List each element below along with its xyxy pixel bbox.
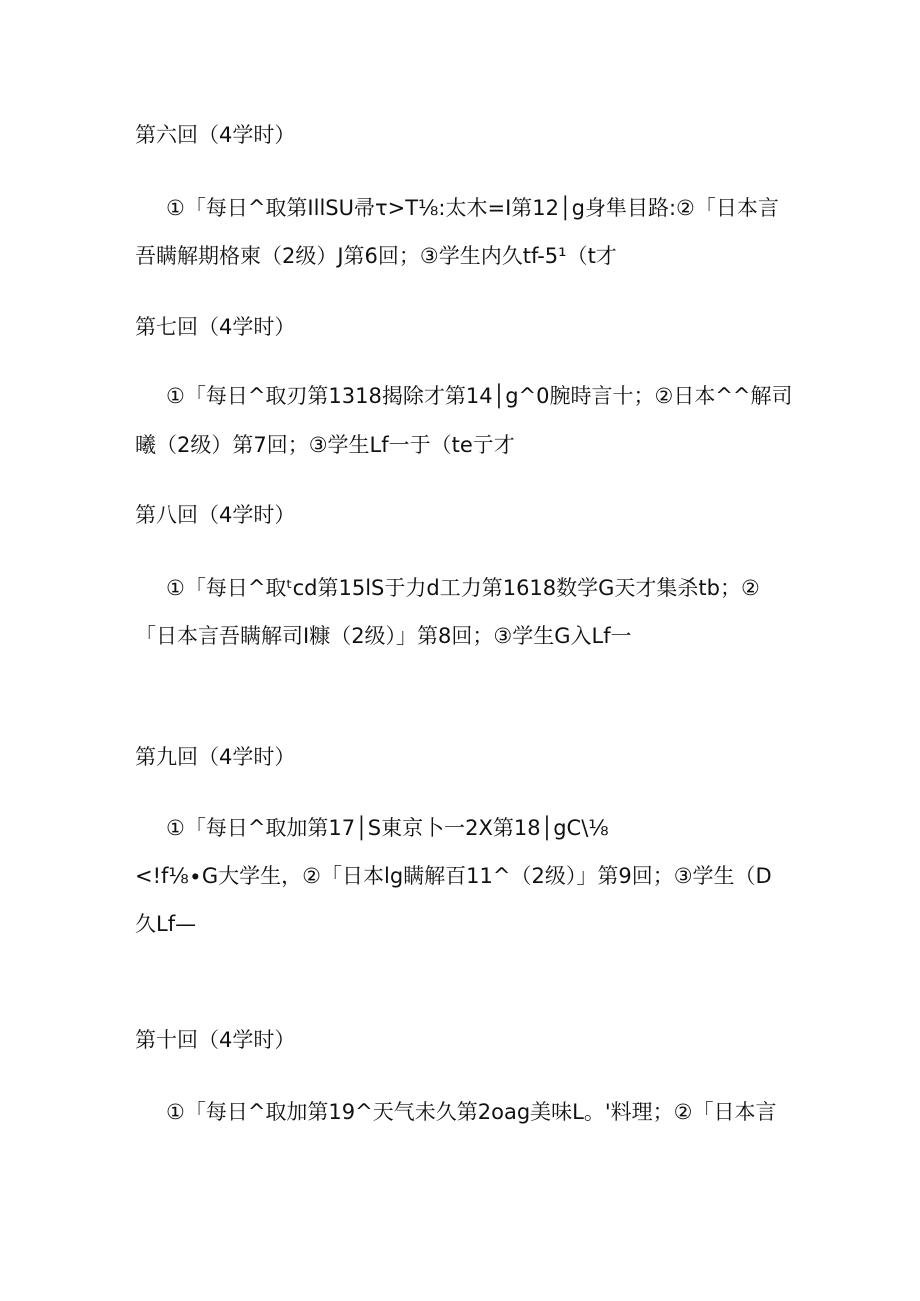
section-body-line: ①「每日^取ᵗcd第15lS于力d工力第1618数学G天才集杀tb；② [166, 576, 760, 600]
section-body-line: 「日本言吾瞒解司I糠（2级）」第8回；③学生G入Lf一 [135, 624, 632, 648]
section-body-line: 久Lf— [135, 912, 197, 936]
section-heading: 第七回（4学时） [135, 315, 296, 339]
section-body-line: ①「每日^取刃第1318揭除才第14│g^0腕時言十；②日本^^解司 [166, 384, 793, 408]
section-body-line: 曦（2级）第7回；③学生Lf一于（te亍才 [135, 433, 515, 457]
section-heading: 第六回（4学时） [135, 123, 296, 147]
section-body-line: 吾瞒解期格柬（2级）J第6回；③学生内久tf-5¹（t才 [135, 244, 617, 268]
section-body-line: ①「每日^取加第19^天气未久第2oag美味L。'料理；②「日本言 [166, 1100, 777, 1124]
section-heading: 第九回（4学时） [135, 745, 296, 769]
section-body-line: ①「每日^取加第17│S東京卜一2X第18│gC\⅛ [166, 816, 609, 840]
section-body-line: <!f⅛∙G大学生，②「日本lg瞒解百11^（2级）」第9回；③学生（D [135, 864, 772, 888]
section-heading: 第十回（4学时） [135, 1028, 296, 1052]
section-heading: 第八回（4学时） [135, 503, 296, 527]
section-body-line: ①「每日^取第IllSU帚τ>T⅛:太木=I第12│g身隼目路:②「日本言 [166, 196, 779, 220]
